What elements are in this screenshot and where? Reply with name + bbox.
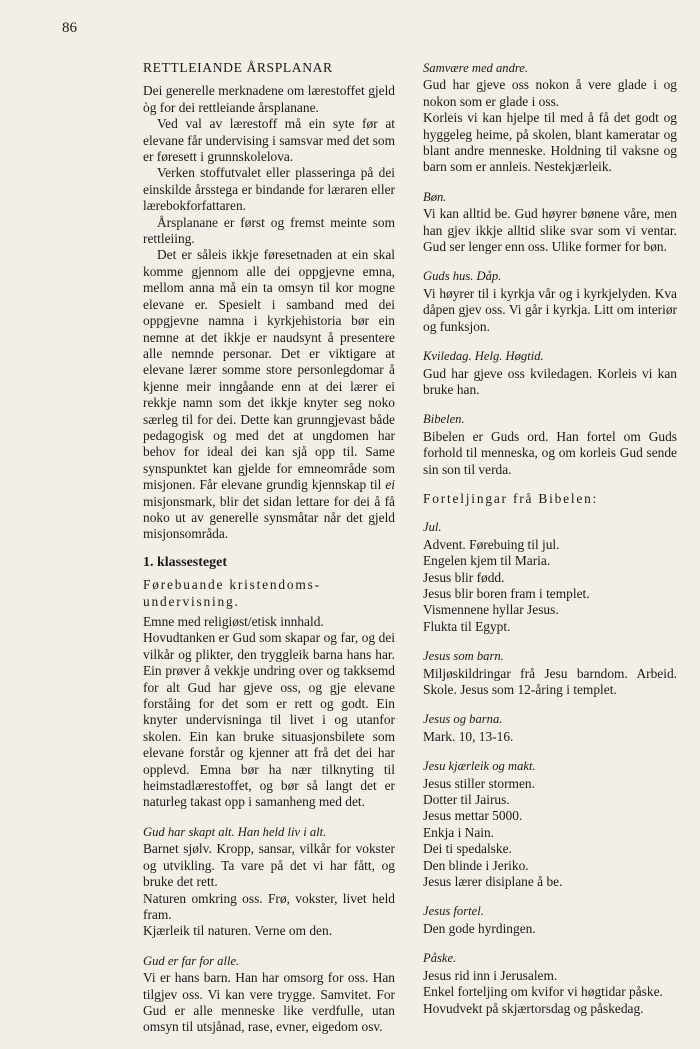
section-heading: Gud har skapt alt. Han held liv i alt. [143, 824, 327, 839]
right-sections-top [423, 60, 677, 478]
prep-heading: Førebuande kristendoms-undervisning. [143, 577, 321, 609]
paragraph-5-italic: ei [385, 477, 395, 493]
section-heading: Samvære med andre. [423, 61, 529, 75]
section-heading: Jesu kjærleik og makt. [423, 759, 536, 774]
section-line: Vismennene hyllar Jesus. [423, 602, 559, 618]
section-line: Jesus blir boren fram i templet. [423, 585, 590, 601]
section-heading: Kviledag. Helg. Høgtid. [423, 349, 544, 364]
section [423, 189, 677, 256]
paragraph-3: Verken stoffutvalet eller plasseringa på dei einskilde årsstega er bindande for læraren eller lærebokforfattaren. [143, 165, 395, 214]
section-line: Gud har gjeve oss nokon å vere glade i og nokon som er glade i oss. [423, 77, 677, 109]
section-line: Enkja i Nain. [423, 824, 495, 840]
section-heading: Guds hus. Dåp. [423, 269, 502, 284]
section-line: Mark. 10, 13-16. [423, 728, 514, 744]
grade-heading: 1. klassesteget [143, 554, 227, 570]
section-line: Jesus lærer disiplane å be. [423, 874, 563, 890]
section-line: Jesus stiller stormen. [423, 775, 535, 791]
section-heading: Bøn. [423, 189, 447, 204]
section-line: Jesus blir fødd. [423, 569, 505, 585]
page-title: RETTLEIANDE ÅRSPLANAR [143, 60, 333, 75]
section [423, 268, 677, 335]
section-heading: Jesus som barn. [423, 649, 504, 664]
section-line: Miljøskildringar frå Jesu barndom. Arbeid. Skole. Jesus som 12-åring i templet. [423, 665, 677, 697]
section-heading: Jul. [423, 520, 442, 535]
left-column [143, 60, 395, 1049]
section [423, 903, 677, 937]
section-line: Dei ti spedalske. [423, 841, 512, 857]
paragraph-2: Ved val av lærestoff må ein syte før at elevane får undervising i samsvar med det som er føresett i grunnskolelova. [143, 116, 395, 165]
paragraph-5-text-end: misjonsmark, blir det sidan lettare for dei å få noko ut av generelle synsmåtar når det gjeld misjonsområda. [143, 493, 395, 542]
section-heading: Gud er far for alle. [143, 953, 240, 968]
paragraph-4: Årsplanane er først og fremst meinte som rettleiing. [143, 214, 395, 247]
section-line: Jesus mettar 5000. [423, 808, 523, 824]
stories-heading: Forteljingar frå Bibelen: [423, 490, 599, 506]
section-line: Vi er hans barn. Han har omsorg for oss. Han tilgjev oss. Vi kan vere trygge. Samvitet. For Gud er alle menneske like verdfulle, utan omsyn til utsjånad, rase, evner, eigedom osv. [143, 970, 395, 1035]
section-line: Kjærleik til naturen. Verne om den. [143, 923, 333, 939]
section-line: Vi kan alltid be. Gud høyrer bønene våre, men han gjev ikkje alltid slike svar som vi ventar. Gud ser lenger enn oss. Ulike former for bøn. [423, 206, 677, 255]
section [423, 711, 677, 745]
section [143, 953, 395, 1036]
section-heading: Påske. [423, 951, 457, 966]
section [423, 758, 677, 890]
section-line: Barnet sjølv. Kropp, sansar, vilkår for vokster og utvikling. Ta vare på det vi har fått, og bruke det rett. [143, 841, 395, 890]
section-line: Engelen kjem til Maria. [423, 553, 551, 569]
section-heading: Bibelen. [423, 412, 465, 427]
section [423, 519, 677, 635]
main-text: Hovudtanken er Gud som skapar og far, og dei vilkår og plikter, den tryggleik barna hans har. Ein prøver å vekkje undring over og takksemd for alt Gud har gjeve oss, og gje elevane forståing for det som er rett og godt. Ein knyter undervisninga til livet i og utanfor skolen. Ein kan bruke situasjonsbilete som elevane forstår og kjenner att frå det dei har opplevd. Emna bør ha nær tilknyting til heimstadlærestoffet, og bør så langt det er naturleg takast opp i samanheng med det. [143, 630, 395, 810]
prep-text: Emne med religiøst/etisk innhald. [143, 614, 324, 629]
section-line: Den blinde i Jeriko. [423, 857, 529, 873]
section [423, 648, 677, 698]
section-line: Korleis vi kan hjelpe til med å få det godt og hyggeleg heime, på skolen, blant kameratar og blant andre menneske. Holdning til vaksne og barn som er annleis. Nestekjærleik. [423, 110, 677, 175]
right-column [423, 60, 677, 1030]
section-line: Enkel forteljing om kvifor vi høgtidar påske. [423, 984, 663, 1000]
section-line: Hovudvekt på skjærtorsdag og påskedag. [423, 1000, 644, 1016]
section [143, 824, 395, 940]
paragraph-5-text: Det er såleis ikkje føresetnaden at ein skal komme gjennom alle dei oppgjevne emna, mellom anna må ein ta omsyn til kor mogne elevane er. Spesielt i samband med dei oppgjevne namna i kyrkjehistoria bør ein nemne at det ikkje er naudsynt å presentere alle nemnde personar. Det er viktigare at elevane lærer somme store personlegdomar å kjenne meir inngåande enn at dei lærer ei rekkje namn som det ikkje knyter seg noko særleg til for dei. Dette kan grunngjevast både pedagogisk og med det at ungdomen har behov for ideal dei kan sjå opp til. Same synspunktet kan gjelde for emneområde som misjonen. Får elevane grundig kjennskap til [143, 247, 395, 493]
section-line: Bibelen er Guds ord. Han fortel om Guds forhold til menneska, og om korleis Gud sende sin son til verda. [423, 428, 677, 477]
section-line: Advent. Førebuing til jul. [423, 536, 560, 552]
section-line: Den gode hyrdingen. [423, 920, 536, 936]
section-line: Jesus rid inn i Jerusalem. [423, 967, 558, 983]
section-line: Flukta til Egypt. [423, 618, 511, 634]
section-line: Vi høyrer til i kyrkja vår og i kyrkjelyden. Kva dåpen gjev oss. Vi går i kyrkja. Litt om interiør og funksjon. [423, 285, 677, 334]
section [423, 60, 677, 176]
section [423, 348, 677, 398]
section-line: Dotter til Jairus. [423, 792, 510, 808]
page-number: 86 [62, 20, 77, 36]
section [423, 950, 677, 1017]
section-line: Naturen omkring oss. Frø, vokster, livet held fram. [143, 890, 395, 922]
left-sections [143, 824, 395, 1036]
section-heading: Jesus fortel. [423, 904, 484, 919]
section-heading: Jesus og barna. [423, 712, 503, 727]
section [423, 411, 677, 478]
paragraph-1: Dei generelle merknadene om lærestoffet gjeld òg for dei rettleiande årsplanane. [143, 83, 395, 115]
section-line: Gud har gjeve oss kviledagen. Korleis vi kan bruke han. [423, 365, 677, 397]
paragraph-5 [143, 247, 395, 542]
right-sections-bottom [423, 519, 677, 1017]
